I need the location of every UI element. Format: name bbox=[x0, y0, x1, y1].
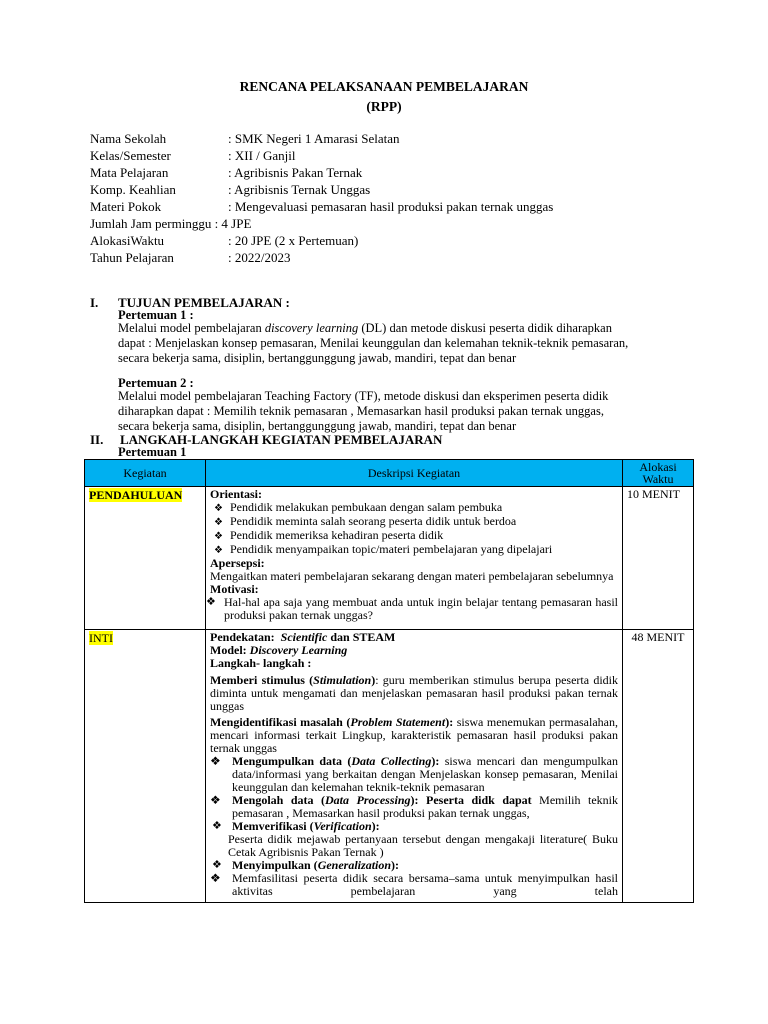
apersepsi-text: Mengaitkan materi pembelajaran sekarang dengan materi pembelajaran sebelumnya bbox=[210, 569, 614, 583]
cell-deskripsi bbox=[206, 630, 623, 903]
step-data-processing: ❖ Mengolah data (Data Processing): Peserta didk dapat Memilih teknik pemasaran , Memasarkan hasil produksi pakan ternak unggas, bbox=[210, 793, 618, 820]
diamond-bullet-icon: ❖ bbox=[206, 596, 216, 608]
pendekatan-line: Pendekatan: Scientific dan STEAM bbox=[210, 630, 396, 644]
identity-row: Kelas/Semester : XII / Ganjil bbox=[90, 148, 296, 163]
apersepsi-label: Apersepsi: bbox=[210, 556, 265, 570]
meeting-2-paragraph: Melalui model pembelajaran Teaching Factory (TF), metode diskusi dan eksperimen peserta didik diharapkan dapat : Memilih teknik pemasaran , Memasarkan hasil produksi pakan ternak unggas, secara bekerja sama, disiplin, bertanggunggung jawab, mandiri, tepat dan benar bbox=[118, 389, 609, 433]
diamond-bullet-icon: ❖ bbox=[214, 503, 223, 514]
kegiatan-label: INTI bbox=[89, 631, 113, 645]
step-data-collecting: ❖ Mengumpulkan data (Data Collecting): siswa mencari dan mengumpulkan data/informasi yang berkaitan dengan Menjelaskan konsep pemasaran, Menilai keunggulan dan kelemahan teknik-teknik pemasaran bbox=[210, 754, 618, 794]
identity-row: Jumlah Jam perminggu : 4 JPE bbox=[90, 216, 252, 231]
section-1-number: I. bbox=[90, 295, 99, 310]
list-item: ❖ Pendidik melakukan pembukaan dengan salam pembuka bbox=[214, 500, 503, 514]
diamond-bullet-icon: ❖ bbox=[210, 871, 221, 885]
table-row bbox=[85, 630, 694, 903]
section-2-heading: LANGKAH-LANGKAH KEGIATAN PEMBELAJARAN bbox=[120, 432, 443, 447]
header-deskripsi: Deskripsi Kegiatan bbox=[206, 460, 623, 487]
table-header-row bbox=[85, 460, 694, 487]
diamond-bullet-icon: ❖ bbox=[214, 531, 223, 542]
section-2-number: II. bbox=[90, 432, 104, 447]
orientasi-label: Orientasi: bbox=[210, 487, 262, 501]
identity-row: Nama Sekolah : SMK Negeri 1 Amarasi Selatan bbox=[90, 131, 400, 146]
table-row bbox=[85, 487, 694, 630]
identity-row: Materi Pokok : Mengevaluasi pemasaran hasil produksi pakan ternak unggas bbox=[90, 199, 554, 214]
list-item: ❖ Pendidik meminta salah seorang peserta didik untuk berdoa bbox=[214, 514, 517, 528]
meeting-1-label: Pertemuan 1 bbox=[118, 445, 187, 459]
list-item: ❖ Pendidik memeriksa kehadiran peserta didik bbox=[214, 528, 444, 542]
identity-row: AlokasiWaktu : 20 JPE (2 x Pertemuan) bbox=[90, 233, 359, 248]
step-verification: ❖ Memverifikasi (Verification): bbox=[212, 819, 380, 833]
cell-kegiatan bbox=[85, 487, 206, 630]
diamond-bullet-icon: ❖ bbox=[214, 545, 223, 556]
list-item: ❖ Pendidik menyampaikan topic/materi pembelajaran yang dipelajari bbox=[214, 542, 553, 556]
cell-waktu: 48 MENIT bbox=[623, 630, 694, 903]
motivasi-label: Motivasi: bbox=[210, 582, 259, 596]
diamond-bullet-icon: ❖ bbox=[210, 754, 221, 768]
identity-row: Tahun Pelajaran : 2022/2023 bbox=[90, 250, 291, 265]
cell-waktu: 10 MENIT bbox=[623, 487, 694, 630]
activity-table bbox=[84, 459, 694, 903]
identity-row: Mata Pelajaran : Agribisnis Pakan Ternak bbox=[90, 165, 363, 180]
meeting-1-paragraph: Melalui model pembelajaran discovery learning (DL) dan metode diskusi peserta didik diharapkan dapat : Menjelaskan konsep pemasaran, Menilai keunggulan dan kelemahan teknik-teknik pemasaran, secara bekerja sama, disiplin, bertanggunggung jawab, mandiri, tepat dan benar bbox=[118, 321, 629, 365]
diamond-bullet-icon: ❖ bbox=[214, 517, 223, 528]
step-problem-statement: Mengidentifikasi masalah (Problem Statement): siswa menemukan permasalahan, mencari informasi terkait Lingkup, karakteristik pemasaran hasil produksi pakan ternak unggas bbox=[210, 715, 618, 755]
motivasi-item: ❖ Hal-hal apa saja yang membuat anda untuk ingin belajar tentang pemasaran hasil produksi pakan ternak unggas? bbox=[206, 595, 618, 622]
meeting-1-title: Pertemuan 1 : bbox=[118, 308, 194, 322]
cell-deskripsi bbox=[206, 487, 623, 630]
section-1-heading: TUJUAN PEMBELAJARAN : bbox=[118, 295, 290, 310]
diamond-bullet-icon: ❖ bbox=[212, 859, 222, 871]
diamond-bullet-icon: ❖ bbox=[212, 820, 222, 832]
document-subtitle: (RPP) bbox=[366, 99, 402, 114]
step-stimulation: Memberi stimulus (Stimulation): guru memberikan stimulus berupa peserta didik diminta untuk mengamati dan menjelaskan pemasaran hasil produksi pakan ternak unggas bbox=[210, 673, 619, 713]
meeting-2-title: Pertemuan 2 : bbox=[118, 376, 194, 390]
document-title: RENCANA PELAKSANAAN PEMBELAJARAN bbox=[239, 79, 529, 94]
model-line: Model: Discovery Learning bbox=[210, 643, 348, 657]
header-alokasi: Alokasi Waktu bbox=[623, 460, 694, 487]
langkah-label: Langkah- langkah : bbox=[210, 656, 312, 670]
step-generalization: ❖ Menyimpulkan (Generalization): bbox=[212, 858, 400, 872]
diamond-bullet-icon: ❖ bbox=[210, 793, 221, 807]
identity-row: Komp. Keahlian : Agribisnis Ternak Unggas bbox=[90, 182, 371, 197]
kegiatan-label: PENDAHULUAN bbox=[89, 488, 183, 502]
cell-kegiatan bbox=[85, 630, 206, 903]
verification-text: Peserta didik mejawab pertanyaan tersebut dengan mengakaji literature( Buku Cetak Agribisnis Pakan Ternak ) bbox=[228, 832, 618, 859]
header-kegiatan: Kegiatan bbox=[85, 460, 206, 487]
step-conclusion: ❖ Memfasilitasi peserta didik secara bersama–sama untuk menyimpulkan hasil aktivitas pembelajaran yang telah bbox=[210, 871, 618, 898]
